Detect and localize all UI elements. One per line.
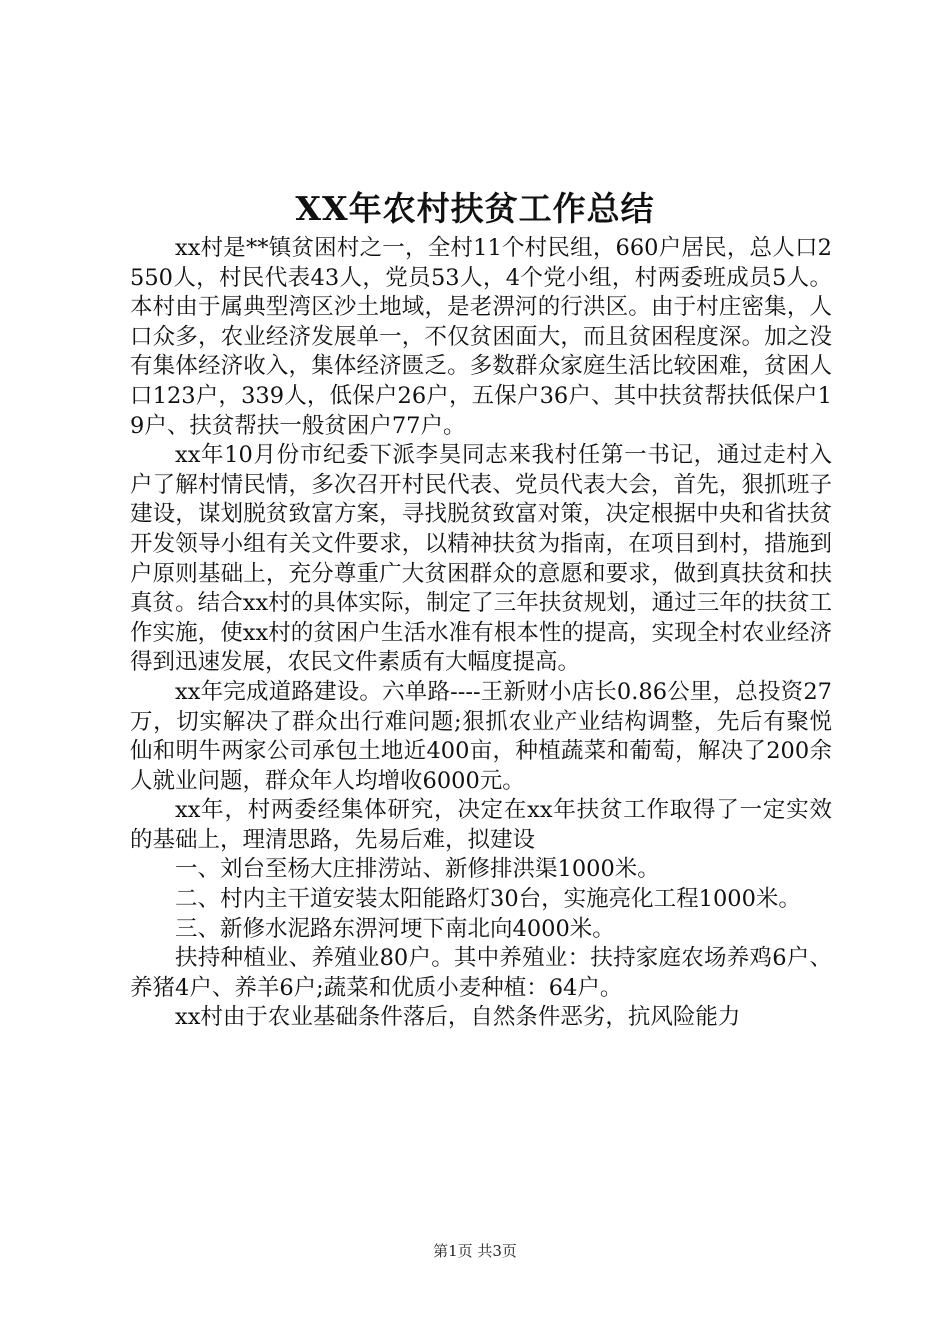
paragraph-plan-item-1: 一、刘台至杨大庄排涝站、新修排洪渠1000米。 (175, 856, 660, 883)
paragraph-road-construction: xx年完成道路建设。六单路----王新财小店长0.86公里，总投资27万，切实解决了群众出行难问题;狠抓农业产业结构调整，先后有聚悦仙和明牛两家公司承包土地近400亩，种植蔬菜和葡萄，解决了200余人就业问题，群众年人均增收6000元。 (130, 678, 832, 794)
paragraph-plan-item-3: 三、新修水泥路东淠河埂下南北向4000米。 (175, 915, 615, 942)
paragraph-village-overview: xx村是**镇贫困村之一，全村11个村民组，660户居民，总人口2550人，村民代表43人，党员53人，4个党小组，村两委班成员5人。本村由于属典型湾区沙土地域，是老淠河的行洪区。由于村庄密集，人口众多，农业经济发展单一，不仅贫困面大，而且贫困程度深。加之没有集体经济收入，集体经济匮乏。多数群众家庭生活比较困难，贫困人口123户，339人，低保户26户，五保户36户、其中扶贫帮扶低保户19户、扶贫帮扶一般贫困户77户。 (130, 235, 832, 439)
paragraph-plan-intro: xx年，村两委经集体研究，决定在xx年扶贫工作取得了一定实效的基础上，理清思路，先易后难，拟建设 (130, 797, 832, 853)
paragraph-farming-support: 扶持种植业、养殖业80户。其中养殖业：扶持家庭农场养鸡6户、养猪4户、养羊6户;蔬菜和优质小麦种植：64户。 (130, 945, 832, 1001)
paragraph-risk-note: xx村由于农业基础条件落后，自然条件恶劣，抗风险能力 (175, 1004, 741, 1031)
page-number-footer: 第1页 共3页 (433, 1242, 517, 1260)
document-title: XX年农村扶贫工作总结 (295, 189, 655, 228)
paragraph-first-secretary: xx年10月份市纪委下派李昊同志来我村任第一书记，通过走村入户了解村情民情，多次召开村民代表、党员代表大会，首先，狠抓班子建设，谋划脱贫致富方案，寻找脱贫致富对策，决定根据中央和省扶贫开发领导小组有关文件要求，以精神扶贫为指南，在项目到村，措施到户原则基础上，充分尊重广大贫困群众的意愿和要求，做到真扶贫和扶真贫。结合xx村的具体实际，制定了三年扶贫规划，通过三年的扶贫工作实施，使xx村的贫困户生活水准有根本性的提高，实现全村农业经济得到迅速发展，农民文件素质有大幅度提高。 (130, 442, 832, 676)
document-body (130, 234, 832, 1033)
paragraph-plan-item-2: 二、村内主干道安装太阳能路灯30台，实施亮化工程1000米。 (175, 886, 801, 913)
